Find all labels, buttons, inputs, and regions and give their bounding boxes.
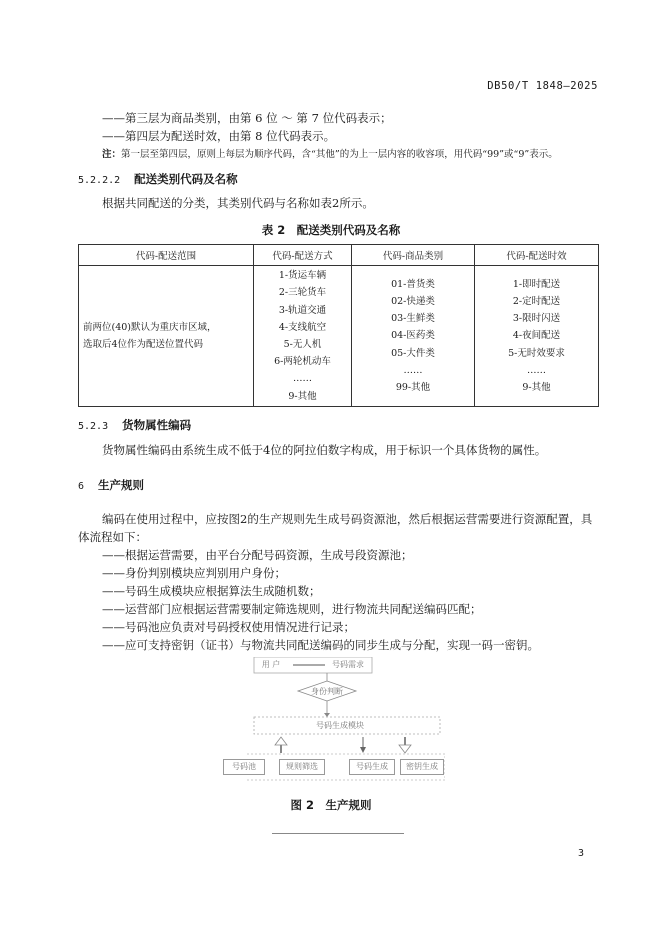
cell-line: 02-快递类: [391, 295, 435, 307]
rule-filter-box: 规则筛选: [279, 759, 325, 775]
note-text: 第一层至第四层，原则上每层为顺序代码，含“其他”的为上一层内容的收容项，用代码“99”或“9”表示。: [121, 149, 558, 160]
key-generation-box: 密钥生成: [400, 759, 444, 775]
identity-check-label: 身份判断: [311, 687, 343, 696]
table-row: [79, 266, 599, 407]
table-header-row: [79, 245, 599, 266]
cell-line: 2-三轮货车: [278, 287, 327, 299]
section-5222-paragraph: 根据共同配送的分类，其类别代码与名称如表2所示。: [102, 196, 374, 210]
cell-line: 4-支线航空: [278, 321, 327, 333]
production-rule-diagram: [232, 657, 445, 785]
number-generation-box: 号码生成: [349, 759, 395, 775]
table-cell-range: [79, 266, 254, 407]
layer4-item: ——第四层为配送时效，由第 8 位代码表示。: [102, 129, 336, 143]
cell-line: ……: [403, 364, 423, 376]
cell-line: 5-无时效要求: [508, 347, 565, 359]
table-header-cell: 代码-配送时效: [475, 245, 599, 266]
cell-line: 选取后4位作为配送位置代码: [83, 339, 204, 350]
table-cell-mode: [254, 266, 352, 407]
number-request-label: 号码需求: [327, 659, 369, 671]
cell-line: 03-生鲜类: [391, 313, 435, 325]
section-number: 6: [78, 481, 85, 492]
cell-line: 2-定时配送: [512, 295, 561, 307]
cell-line: 9-其他: [288, 390, 317, 402]
cell-line: 4-夜间配送: [512, 330, 561, 342]
section-number: 5.2.2.2: [78, 175, 121, 186]
cell-line: 1-货运车辆: [278, 270, 327, 282]
section-title: 货物属性编码: [122, 418, 192, 432]
note-label: 注：: [102, 149, 122, 160]
table-caption: 表 2 配送类别代码及名称: [261, 223, 401, 237]
section-6-paragraph-line1: 编码在使用过程中，应按图2的生产规则先生成号码资源池，然后根据运营需要进行资源配置，具: [102, 512, 593, 526]
cell-line: 6-两轮机动车: [274, 356, 331, 368]
footer-rule: [272, 833, 404, 834]
cell-line: 05-大件类: [391, 347, 435, 359]
table-cell-timeliness: [475, 266, 599, 407]
table-cell-category: [352, 266, 475, 407]
cell-line: 01-普货类: [391, 278, 435, 290]
list-item: ——应可支持密钥（证书）与物流共同配送编码的同步生成与分配，实现一码一密钥。: [102, 638, 539, 652]
section-title: 生产规则: [98, 478, 145, 492]
section-title: 配送类别代码及名称: [134, 172, 238, 186]
list-item: ——身份判别模块应判别用户身份；: [102, 566, 286, 580]
page-number: 3: [577, 848, 584, 859]
section-523-paragraph: 货物属性编码由系统生成不低于4位的阿拉伯数字构成，用于标识一个具体货物的属性。: [102, 443, 547, 457]
layer3-item: ——第三层为商品类别，由第 6 位 ～ 第 7 位代码表示；: [102, 111, 392, 125]
user-label: 用 户: [258, 659, 284, 671]
number-pool-box: 号码池: [223, 759, 265, 775]
document-code: DB50/T 1848—2025: [487, 80, 598, 92]
cell-line: 9-其他: [522, 382, 551, 393]
note: [102, 146, 558, 160]
number-generator-label: 号码生成模块: [316, 721, 364, 730]
cell-line: 04-医药类: [391, 330, 435, 342]
table-header-cell: 代码-商品类别: [352, 245, 475, 266]
cell-line: 5-无人机: [283, 339, 322, 350]
cell-line: ……: [293, 373, 312, 385]
list-item: ——根据运营需要，由平台分配号码资源，生成号段资源池；: [102, 548, 413, 562]
cell-line: ……: [527, 364, 546, 376]
cell-line: 99-其他: [395, 382, 431, 393]
list-item: ——号码生成模块应根据算法生成随机数；: [102, 584, 321, 598]
cell-line: 3-限时闪送: [512, 313, 561, 325]
list-item: ——运营部门应根据运营需要制定筛选规则，进行物流共同配送编码匹配；: [102, 602, 482, 616]
section-523-heading: [78, 417, 191, 433]
category-code-table: [78, 244, 599, 407]
table-header-cell: 代码-配送方式: [254, 245, 352, 266]
section-6-heading: [78, 477, 144, 493]
list-item: ——号码池应负责对号码授权使用情况进行记录；: [102, 620, 355, 634]
section-5222-heading: [78, 171, 238, 187]
figure-caption: 图 2 生产规则: [290, 798, 372, 812]
section-number: 5.2.3: [78, 421, 109, 432]
cell-line: 3-轨道交通: [278, 304, 327, 316]
section-6-paragraph-line2: 体流程如下：: [78, 530, 147, 544]
cell-line: 1-即时配送: [512, 278, 561, 290]
table-header-cell: 代码-配送范围: [79, 245, 254, 266]
cell-line: 前两位(40)默认为重庆市区域，: [83, 322, 217, 333]
